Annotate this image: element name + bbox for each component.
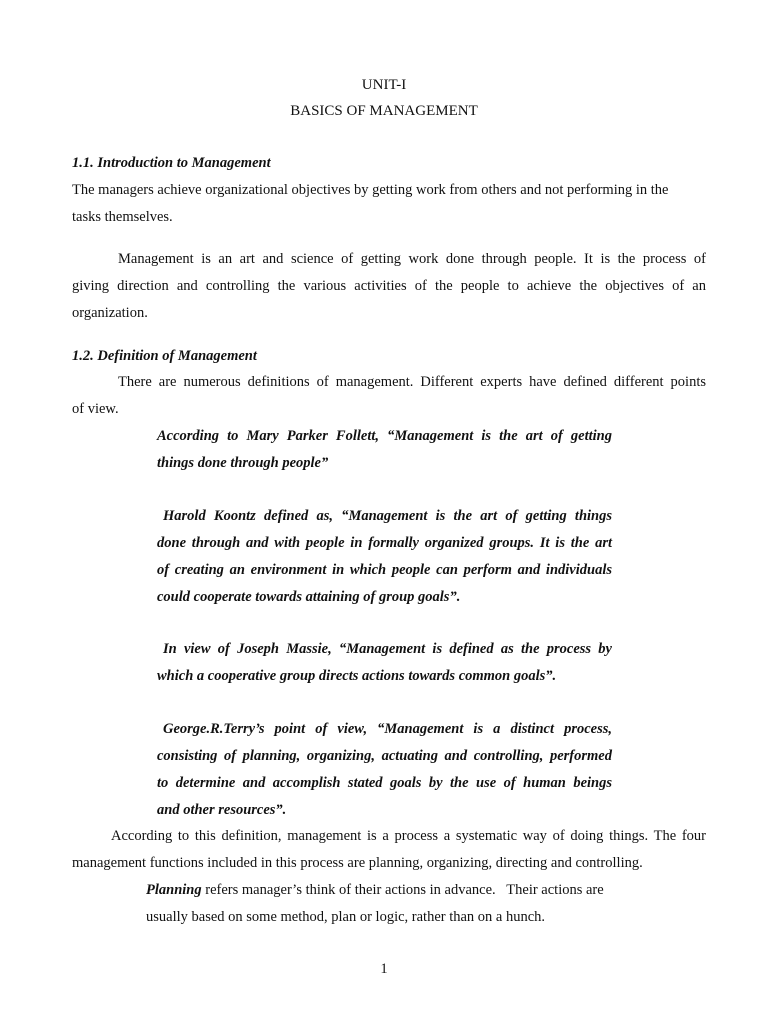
- quote-terry-line-1: George.R.Terry’s point of view, “Management is a distinct process,: [163, 721, 612, 737]
- quote-koontz-line-2: done through and with people in formally organized groups. It is the art: [157, 535, 612, 551]
- planning-line-1: [146, 880, 604, 900]
- management-paragraph-line-3: organization.: [72, 305, 148, 321]
- page-number: 1: [380, 961, 388, 977]
- definition-intro-line-1: There are numerous definitions of management. Different experts have defined different points: [118, 374, 706, 390]
- quote-terry-line-4: and other resources”.: [157, 802, 287, 818]
- unit-label: UNIT-I: [361, 77, 407, 93]
- quote-follett-line-1: According to Mary Parker Follett, “Management is the art of getting: [157, 428, 612, 444]
- definition-intro-line-2: of view.: [72, 401, 119, 417]
- quote-koontz-line-3: of creating an environment in which people can perform and individuals: [157, 562, 612, 578]
- quote-terry-line-2: consisting of planning, organizing, actuating and controlling, performed: [157, 748, 612, 764]
- quote-koontz-line-1: Harold Koontz defined as, “Management is the art of getting things: [163, 508, 612, 524]
- planning-line-2: usually based on some method, plan or logic, rather than on a hunch.: [146, 909, 546, 925]
- section-heading-introduction: 1.1. Introduction to Management: [72, 155, 271, 171]
- management-paragraph-line-2: giving direction and controlling the various activities of the people to achieve the objectives of an: [72, 278, 706, 294]
- quote-massie-line-2: which a cooperative group directs actions towards common goals”.: [157, 668, 557, 684]
- intro-paragraph-line-1: The managers achieve organizational objectives by getting work from others and not performing in the: [72, 182, 669, 198]
- planning-description: refers manager’s think of their actions in advance. Their actions are: [201, 882, 604, 898]
- quote-follett-line-2: things done through people”: [157, 455, 329, 471]
- section-heading-definition: 1.2. Definition of Management: [72, 348, 257, 364]
- quote-terry-line-3: to determine and accomplish stated goals by the use of human beings: [157, 775, 612, 791]
- management-paragraph-line-1: Management is an art and science of getting work done through people. It is the process of: [118, 251, 706, 267]
- quote-koontz-line-4: could cooperate towards attaining of group goals”.: [157, 589, 461, 605]
- conclusion-line-1: According to this definition, management is a process a systematic way of doing things. The four: [111, 828, 706, 844]
- conclusion-line-2: management functions included in this process are planning, organizing, directing and controlling.: [72, 855, 643, 871]
- intro-paragraph-line-2: tasks themselves.: [72, 209, 173, 225]
- planning-term: Planning: [146, 882, 202, 898]
- quote-massie-line-1: In view of Joseph Massie, “Management is defined as the process by: [163, 641, 612, 657]
- page-title: BASICS OF MANAGEMENT: [290, 103, 478, 119]
